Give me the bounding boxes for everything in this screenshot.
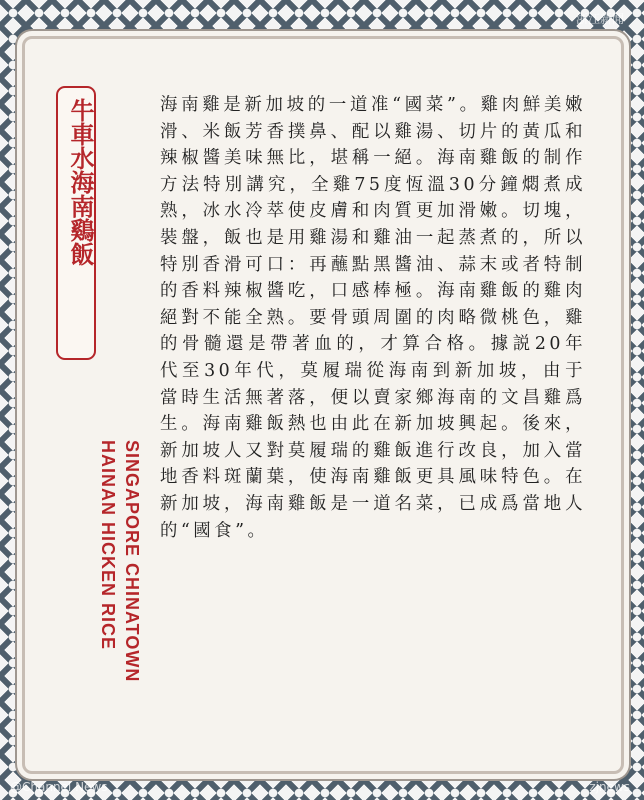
- chinese-title: 牛車水海南鷄飯: [66, 98, 95, 266]
- english-title: [84, 440, 144, 720]
- description-text: 海南雞是新加坡的一道准“國菜”。雞肉鮮美嫩滑、米飯芳香撲鼻、配以雞湯、切片的黃瓜和辣椒醬美味無比，堪稱一絕。海南雞飯的制作方法特別講究，全雞75度恆溫30分鐘燜煮成熟，冰水冷萃使皮膚和肉質更加滑嫩。切塊，裝盤，飯也是用雞湯和雞油一起蒸煮的，所以特別香滑可口：再蘸點黑醬油、蒜末或者特制的香料辣椒醬吃，口感棒極。海南雞飯的雞肉絕對不能全熟。要骨頭周圍的肉略微桃色，雞的骨髓還是帶著血的，才算合格。據説20年代至30年代，莫履瑞從海南到新加坡，由于當時生活無著落，便以賣家鄉海南的文昌雞爲生。海南雞飯熱也由此在新加坡興起。後來，新加坡人又對莫履瑞的雞飯進行改良，加入當地香料斑蘭葉，使海南雞飯更具風味特色。在新加坡，海南雞飯是一道名菜，已成爲當地人的“國食”。: [160, 95, 586, 541]
- english-title-line1: SINGAPORE CHINATOWN: [122, 440, 142, 683]
- watermark-bottom-left: @Channel News: [10, 780, 108, 794]
- english-title-line2: HAINAN HICKEN RICE: [98, 440, 118, 651]
- watermark-bottom-right: zjnews: [589, 780, 630, 794]
- title-plaque: [56, 86, 96, 360]
- watermark-top-right: 浙江新聞: [575, 12, 624, 26]
